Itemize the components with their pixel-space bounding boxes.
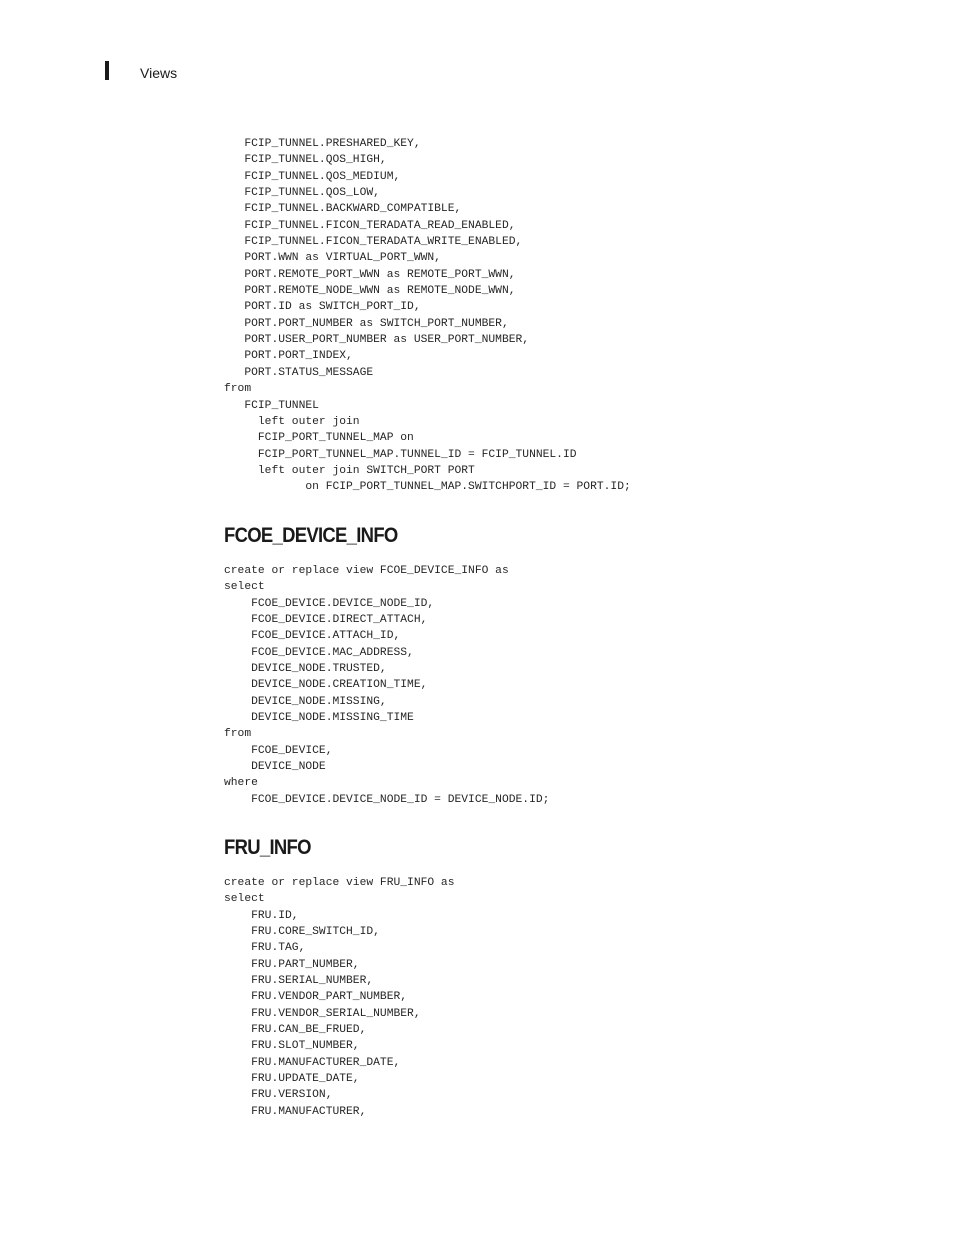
- code-block-fcip-tunnel-view-tail: FCIP_TUNNEL.PRESHARED_KEY, FCIP_TUNNEL.QOS_HIGH, FCIP_TUNNEL.QOS_MEDIUM, FCIP_TUNNEL.QOS_LOW, FCIP_TUNNEL.BACKWARD_COMPATIBLE, FCIP_TUNNEL.FICON_TERADATA_READ_ENABLED, FCIP_TUNNEL.FICON_TERADATA_WRITE_ENABLED, PORT.WWN as VIRTUAL_PORT_WWN, PORT.REMOTE_PORT_WWN as REMOTE_PORT_WWN, PORT.REMOTE_NODE_WWN as REMOTE_NODE_WWN, PORT.ID as SWITCH_PORT_ID, PORT.PORT_NUMBER as SWITCH_PORT_NUMBER, PORT.USER_PORT_NUMBER as USER_PORT_NUMBER, PORT.PORT_INDEX, PORT.STATUS_MESSAGE from FCIP_TUNNEL left outer join FCIP_PORT_TUNNEL_MAP on FCIP_PORT_TUNNEL_MAP.TUNNEL_ID = FCIP_TUNNEL.ID left outer join SWITCH_PORT PORT on FCIP_PORT_TUNNEL_MAP.SWITCHPORT_ID = PORT.ID;: [224, 138, 631, 494]
- code-block-fru-info: create or replace view FRU_INFO as select FRU.ID, FRU.CORE_SWITCH_ID, FRU.TAG, FRU.PART_NUMBER, FRU.SERIAL_NUMBER, FRU.VENDOR_PART_NUMBER, FRU.VENDOR_SERIAL_NUMBER, FRU.CAN_BE_FRUED, FRU.SLOT_NUMBER, FRU.MANUFACTURER_DATE, FRU.UPDATE_DATE, FRU.VERSION, FRU.MANUFACTURER,: [224, 877, 455, 1118]
- section-heading-fru-info: FRU_INFO: [224, 836, 311, 859]
- code-block-fcoe-device-info: create or replace view FCOE_DEVICE_INFO as select FCOE_DEVICE.DEVICE_NODE_ID, FCOE_DEVICE.DIRECT_ATTACH, FCOE_DEVICE.ATTACH_ID, FCOE_DEVICE.MAC_ADDRESS, DEVICE_NODE.TRUSTED, DEVICE_NODE.CREATION_TIME, DEVICE_NODE.MISSING, DEVICE_NODE.MISSING_TIME from FCOE_DEVICE, DEVICE_NODE where FCOE_DEVICE.DEVICE_NODE_ID = DEVICE_NODE.ID;: [224, 565, 550, 806]
- running-header-title: Views: [140, 65, 178, 81]
- header-change-bar: [105, 61, 109, 80]
- section-heading-fcoe-device-info: FCOE_DEVICE_INFO: [224, 524, 398, 547]
